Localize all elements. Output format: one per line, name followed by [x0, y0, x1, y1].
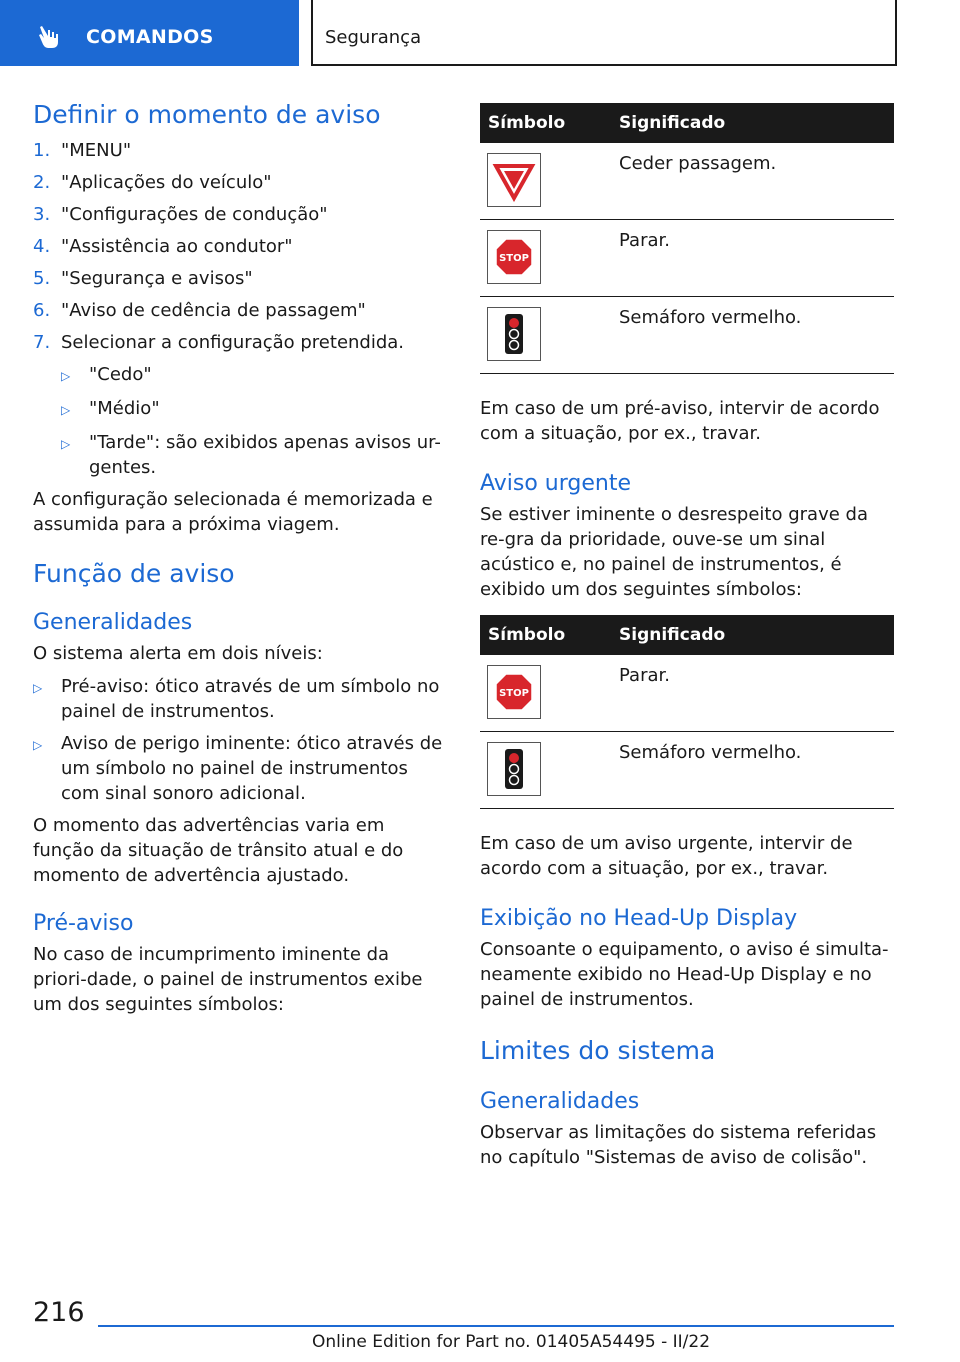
red-traffic-light-icon	[487, 742, 541, 796]
symbols-table-urgente	[480, 615, 894, 809]
list-item: 5. "Segurança e avisos"	[33, 268, 253, 289]
aviso-urgente-action: Em caso de um aviso urgente, intervir de acordo com a situação, por ex., travar.	[480, 833, 853, 879]
aviso-urgente-text: Se estiver iminente o desrespeito grave da re-gra da prioridade, ouve-se um sinal acústico e, no painel de instrumentos, é exibido um dos seguintes símbolos:	[480, 504, 868, 600]
table-row: Semáforo vermelho.	[480, 732, 894, 809]
stop-sign-icon	[487, 665, 541, 719]
moment-note: O momento das advertências varia em função da situação de trânsito atual e do momento de advertência ajustado.	[33, 815, 404, 886]
footer-divider	[98, 1325, 894, 1327]
triangle-bullet-icon: ▷	[33, 738, 43, 752]
chapter-label: COMANDOS	[86, 26, 214, 48]
triangle-bullet-icon: ▷	[61, 369, 71, 383]
list-item: 6. "Aviso de cedência de passagem"	[33, 300, 366, 321]
stop-sign-icon	[487, 230, 541, 284]
svg-text:STOP: STOP	[499, 253, 529, 264]
pre-aviso-text: No caso de incumprimento iminente da priori-dade, o painel de instrumentos exibe um dos seguintes símbolos:	[33, 944, 423, 1015]
heading-funcao-aviso: Função de aviso	[33, 559, 235, 588]
heading-limites: Limites do sistema	[480, 1036, 716, 1065]
edition-note: Online Edition for Part no. 01405A54495 - II/22	[312, 1332, 711, 1352]
generalidades-intro: O sistema alerta em dois níveis:	[33, 643, 323, 664]
config-note: A configuração selecionada é memorizada e assumida para a próxima viagem.	[33, 489, 433, 535]
svg-text:STOP: STOP	[499, 688, 529, 699]
list-item: 1. "MENU"	[33, 140, 132, 161]
table-row: STOP Parar.	[480, 220, 894, 297]
page-number: 216	[33, 1297, 85, 1328]
list-item: 4. "Assistência ao condutor"	[33, 236, 293, 257]
right-column	[480, 103, 894, 1170]
subheading-pre-aviso: Pré-aviso	[33, 911, 134, 936]
list-item: ▷ Pré-aviso: ótico através de um símbolo no painel de instrumentos.	[33, 676, 440, 722]
option-item: ▷ "Cedo"	[61, 362, 447, 389]
table-row: Semáforo vermelho.	[480, 297, 894, 374]
list-item: ▷ Aviso de perigo iminente: ótico através de um símbolo no painel de instrumentos com sinal sonoro adicional.	[33, 733, 443, 804]
hand-pointer-icon	[36, 22, 64, 50]
triangle-bullet-icon: ▷	[61, 437, 71, 451]
table-header: Símbolo Significado	[480, 615, 894, 655]
yield-sign-icon	[487, 153, 541, 207]
hud-text: Consoante o equipamento, o aviso é simulta-neamente exibido no Head-Up Display e no painel de instrumentos.	[480, 939, 889, 1010]
list-item: 7. Selecionar a configuração pretendida.	[33, 332, 405, 353]
list-item: 2. "Aplicações do veículo"	[33, 172, 272, 193]
left-column	[33, 100, 447, 1017]
subheading-generalidades-2: Generalidades	[480, 1089, 640, 1114]
limites-text: Observar as limitações do sistema referidas no capítulo "Sistemas de aviso de colisão".	[480, 1122, 877, 1168]
subheading-aviso-urgente: Aviso urgente	[480, 471, 632, 496]
triangle-bullet-icon: ▷	[61, 403, 71, 417]
steps-list	[33, 138, 447, 480]
chapter-tab	[0, 0, 299, 66]
red-traffic-light-icon	[487, 307, 541, 361]
option-item: ▷ "Tarde": são exibidos apenas avisos ur-gentes.	[61, 432, 441, 478]
section-title: Segurança	[325, 27, 422, 48]
table-row: Ceder passagem.	[480, 143, 894, 220]
option-item: ▷ "Médio"	[61, 396, 447, 423]
pre-aviso-action: Em caso de um pré-aviso, intervir de acordo com a situação, por ex., travar.	[480, 398, 880, 444]
symbols-table-pre-aviso	[480, 103, 894, 374]
heading-definir-momento: Definir o momento de aviso	[33, 100, 381, 129]
table-row: STOP Parar.	[480, 655, 894, 732]
table-header: Símbolo Significado	[480, 103, 894, 143]
list-item: 3. "Configurações de condução"	[33, 204, 328, 225]
subheading-hud: Exibição no Head-Up Display	[480, 906, 798, 931]
triangle-bullet-icon: ▷	[33, 681, 43, 695]
subheading-generalidades: Generalidades	[33, 610, 193, 635]
